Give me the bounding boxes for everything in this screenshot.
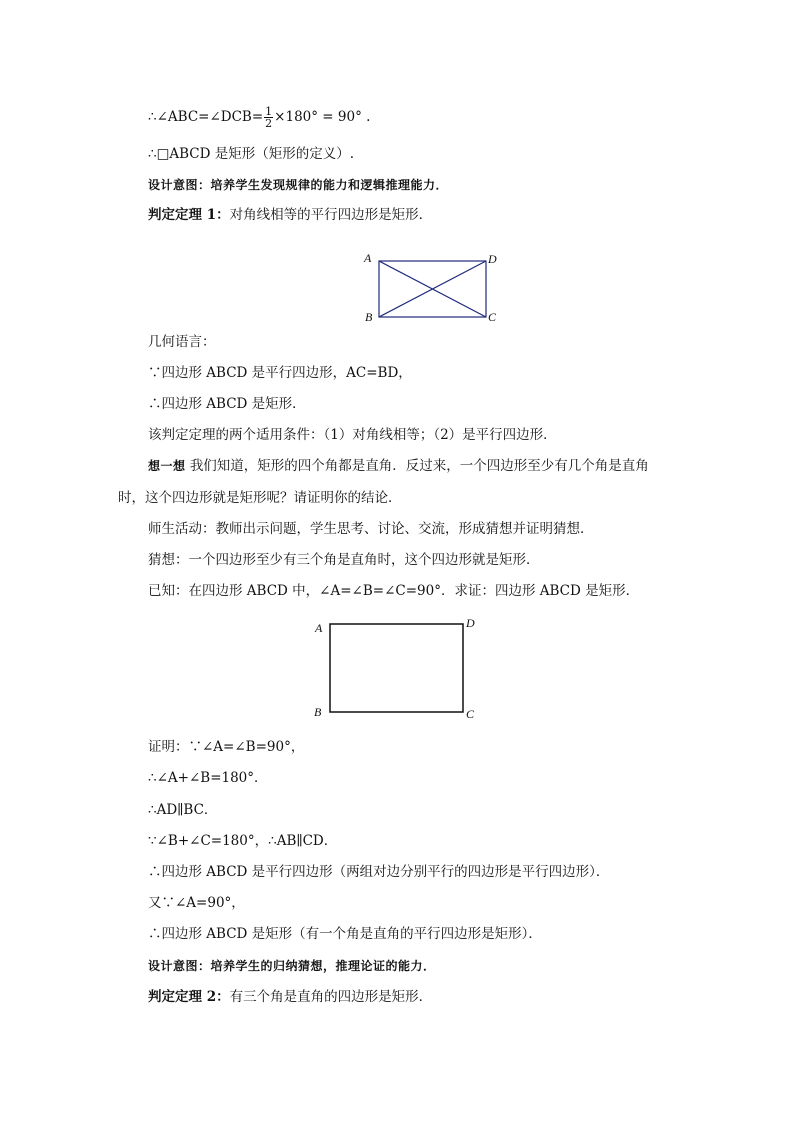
- equation-text-left: ∴∠ABC=∠DCB=: [148, 109, 264, 125]
- theorem-1-text: 对角线相等的平行四边形是矩形．: [229, 207, 433, 223]
- label-d-1: D: [488, 252, 497, 266]
- geometry-language-heading: 几何语言：: [148, 334, 216, 350]
- think-continuation: 时，这个四边形就是矩形呢？请证明你的结论．: [118, 490, 402, 506]
- theorem-2-title: 判定定理 2：: [148, 989, 230, 1005]
- theorem-2: [148, 987, 432, 1007]
- proof-line-5: ∴四边形 ABCD 是平行四边形（两组对边分别平行的四边形是平行四边形）．: [148, 864, 610, 880]
- proof-line-1: 证明：∵∠A=∠B=90°，: [148, 739, 305, 755]
- proof-line-4: ∵∠B+∠C=180°，∴AB∥CD．: [148, 833, 338, 849]
- label-b-2: B: [314, 705, 322, 719]
- proof-line-7: ∴四边形 ABCD 是矩形（有一个角是直角的平行四边形是矩形）．: [148, 926, 542, 942]
- condition-line: ∵四边形 ABCD 是平行四边形，AC=BD，: [148, 365, 412, 381]
- proof-line-6: 又∵∠A=90°，: [148, 895, 245, 911]
- design-intent-2: 设计意图：培养学生的归纳猜想，推理论证的能力．: [148, 959, 436, 973]
- proof-line-3: ∴AD∥BC．: [148, 802, 218, 818]
- fraction-denominator: 2: [265, 117, 273, 130]
- label-a-1: A: [364, 251, 372, 265]
- think-title: 想一想: [148, 459, 186, 473]
- design-intent-1: 设计意图：培养学生发现规律的能力和逻辑推理能力．: [148, 178, 449, 192]
- conclusion-line-1: ∴□ABCD 是矩形（矩形的定义）.: [148, 146, 354, 162]
- label-a-2: A: [315, 621, 323, 635]
- fraction-numerator: 1: [265, 105, 273, 118]
- conclusion-line-2: ∴四边形 ABCD 是矩形．: [148, 396, 306, 412]
- label-c-2: C: [466, 707, 475, 721]
- theorem-2-text: 有三个角是直角的四边形是矩形．: [229, 989, 433, 1005]
- given-line: 已知：在四边形 ABCD 中，∠A=∠B=∠C=90°．求证：四边形 ABCD 是矩形．: [148, 583, 640, 599]
- label-d-2: D: [466, 616, 475, 630]
- theorem-1-title: 判定定理 1：: [148, 207, 230, 223]
- equation-text-right: ×180° = 90° .: [274, 109, 371, 125]
- applicable-conditions: 该判定定理的两个适用条件：（1）对角线相等；（2）是平行四边形．: [148, 427, 557, 443]
- label-c-1: C: [488, 310, 497, 324]
- conjecture-line: 猜想：一个四边形至少有三个角是直角时，这个四边形就是矩形．: [148, 552, 540, 568]
- rectangle-outline-2: [330, 624, 463, 712]
- activity-line: 师生活动：教师出示问题，学生思考、讨论、交流，形成猜想并证明猜想．: [148, 521, 594, 537]
- proof-line-2: ∴∠A+∠B=180°．: [148, 770, 268, 786]
- think-text: 我们知道，矩形的四个角都是直角．反过来，一个四边形至少有几个角是直角: [189, 458, 649, 474]
- label-b-1: B: [365, 310, 373, 324]
